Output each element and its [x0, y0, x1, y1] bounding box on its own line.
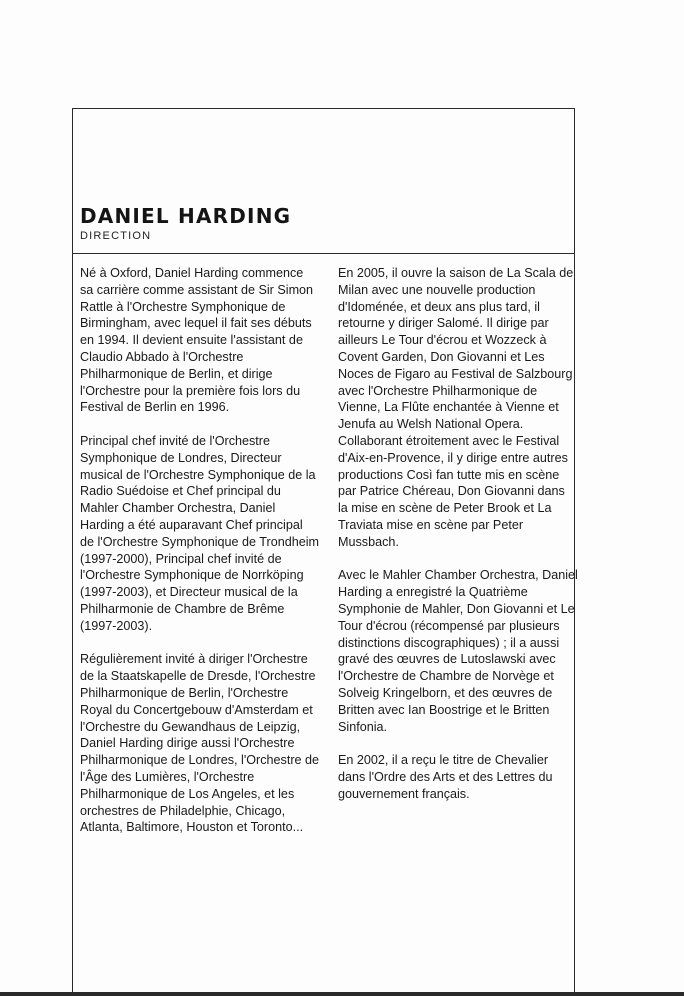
bio-paragraph: Né à Oxford, Daniel Harding commence sa carrière comme assistant de Sir Simon Rattle à l'Orchestre Symphonique de Birmingham, avec lequel il fait ses débuts en 1994. Il devient ensuite l'assistant de Claudio Abbado à l'Orchestre Philharmonique de Berlin, et dirige l'Orchestre pour la première fois lors du Festival de Berlin en 1996. — [80, 266, 314, 415]
page-bottom-edge — [0, 992, 684, 996]
artist-name: DANIEL HARDING — [80, 204, 292, 228]
bio-paragraph: Principal chef invité de l'Orchestre Symphonique de Londres, Directeur musical de l'Orchestre Symphonique de la Radio Suédoise et Chef principal du Mahler Chamber Orchestra, Daniel Harding a été auparavant Chef principal de l'Orchestre Symphonique de Trondheim (1997-2000), Principal chef invité de l'Orchestre Symphonique de Norrköping (1997-2003), et Directeur musical de la Philharmonie de Chambre de Brême (1997-2003). — [80, 433, 320, 633]
bio-paragraph: Avec le Mahler Chamber Orchestra, Daniel Harding a enregistré la Quatrième Symphonie de Mahler, Don Giovanni et Le Tour d'écrou (récompensé par plusieurs distinctions discographiques) ; il a aussi gravé des œuvres de Lutoslawski avec l'Orchestre de Chambre de Norvège et Solveig Kringelborn, et des œuvres de Britten avec Ian Boostrige et le Britten Sinfonia. — [338, 568, 578, 734]
header-divider — [72, 253, 575, 254]
bio-left-column — [80, 265, 320, 836]
artist-role: DIRECTION — [80, 230, 152, 242]
bio-paragraph: En 2002, il a reçu le titre de Chevalier dans l'Ordre des Arts et des Lettres du gouvernement français. — [338, 753, 553, 801]
bio-paragraph: Régulièrement invité à diriger l'Orchestre de la Staatskapelle de Dresde, l'Orchestre Philharmonique de Berlin, l'Orchestre Royal du Concertgebouw d'Amsterdam et l'Orchestre du Gewandhaus de Leipzig, Daniel Harding dirige aussi l'Orchestre Philharmonique de Londres, l'Orchestre de l'Âge des Lumières, l'Orchestre Philharmonique de Los Angeles, et les orchestres de Philadelphie, Chicago, Atlanta, Baltimore, Houston et Toronto... — [80, 652, 320, 835]
bio-right-column — [338, 265, 578, 803]
bio-paragraph: En 2005, il ouvre la saison de La Scala de Milan avec une nouvelle production d'Idoménée, et deux ans plus tard, il retourne y diriger Salomé. Il dirige par ailleurs Le Tour d'écrou et Wozzeck à Covent Garden, Don Giovanni et Les Noces de Figaro au Festival de Salzbourg avec l'Orchestre Philharmonique de Vienne, La Flûte enchantée à Vienne et Jenufa au Welsh National Opera. Collaborant étroitement avec le Festival d'Aix-en-Provence, il y dirige entre autres productions Così fan tutte mis en scène par Patrice Chéreau, Don Giovanni dans la mise en scène de Peter Brook et La Traviata mise en scène par Peter Mussbach. — [338, 266, 574, 549]
